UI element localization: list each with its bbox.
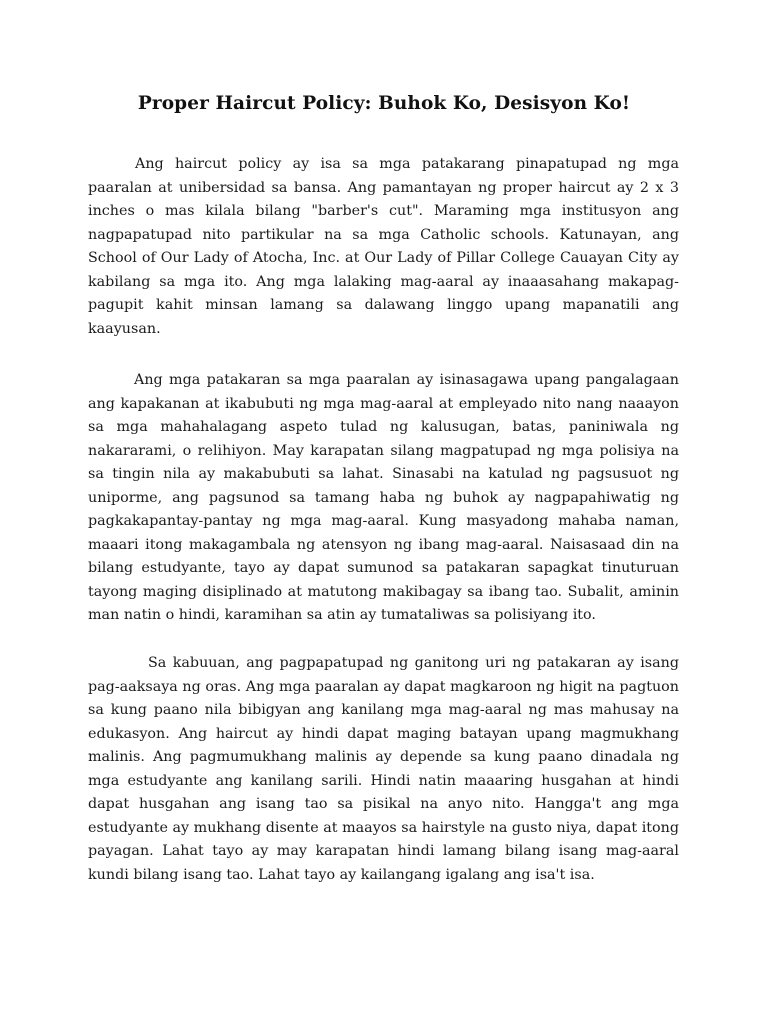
- document-title: Proper Haircut Policy: Buhok Ko, Desisyon Ko!: [137, 93, 631, 114]
- paragraph-body: Ang mga patakaran sa mga paaralan ay isinasagawa upang pangalagaan ang kapakanan at ikabubuti ng mga mag-aaral at empleyado nito nang naaayon sa mga mahahalagang aspeto tulad ng kalusugan, batas, paniniwala ng nakararami, o relihiyon. May karapatan silang magpatupad ng mga polisiya na sa tingin nila ay makabubuti sa lahat. Sinasabi na katulad ng pagsusuot ng uniporme, ang pagsunod sa tamang haba ng buhok ay nagpapahiwatig ng pagkakapantay-pantay ng mga mag-aaral. Kung masyadong mahaba naman, maaari itong makagambala ng atensyon ng ibang mag-aaral. Naisasaad din na bilang estudyante, tayo ay dapat sumunod sa patakaran sapagkat tinuturuan tayong maging disiplinado at matutong makibagay sa ibang tao. Subalit, aminin man natin o hindi, karamihan sa atin ay tumataliwas sa polisiyang ito.: [88, 372, 679, 623]
- paragraph-conclusion: Sa kabuuan, ang pagpapatupad ng ganitong uri ng patakaran ay isang pag-aaksaya ng oras. Ang mga paaralan ay dapat magkaroon ng higit na pagtuon sa kung paano nila bibigyan ang kanilang mga mag-aaral ng mas mahusay na edukasyon. Ang haircut ay hindi dapat maging batayan upang magmukhang malinis. Ang pagmumukhang malinis ay depende sa kung paano dinadala ng mga estudyante ang kanilang sarili. Hindi natin maaaring husgahan at hindi dapat husgahan ang isang tao sa pisikal na anyo nito. Hangga't ang mga estudyante ay mukhang disente at maayos sa hairstyle na gusto niya, dapat itong payagan. Lahat tayo ay may karapatan hindi lamang bilang isang mag-aaral kundi bilang isang tao. Lahat tayo ay kailangang igalang ang isa't isa.: [88, 655, 679, 883]
- paragraph-intro: Ang haircut policy ay isa sa mga patakarang pinapatupad ng mga paaralan at unibersidad sa bansa. Ang pamantayan ng proper haircut ay 2 x 3 inches o mas kilala bilang "barber's cut". Maraming mga institusyon ang nagpapatupad nito partikular na sa mga Catholic schools. Katunayan, ang School of Our Lady of Atocha, Inc. at Our Lady of Pillar College Cauayan City ay kabilang sa mga ito. Ang mga lalaking mag-aaral ay inaaasahang makapag-pagupit kahit minsan lamang sa dalawang linggo upang mapanatili ang kaayusan.: [88, 156, 679, 337]
